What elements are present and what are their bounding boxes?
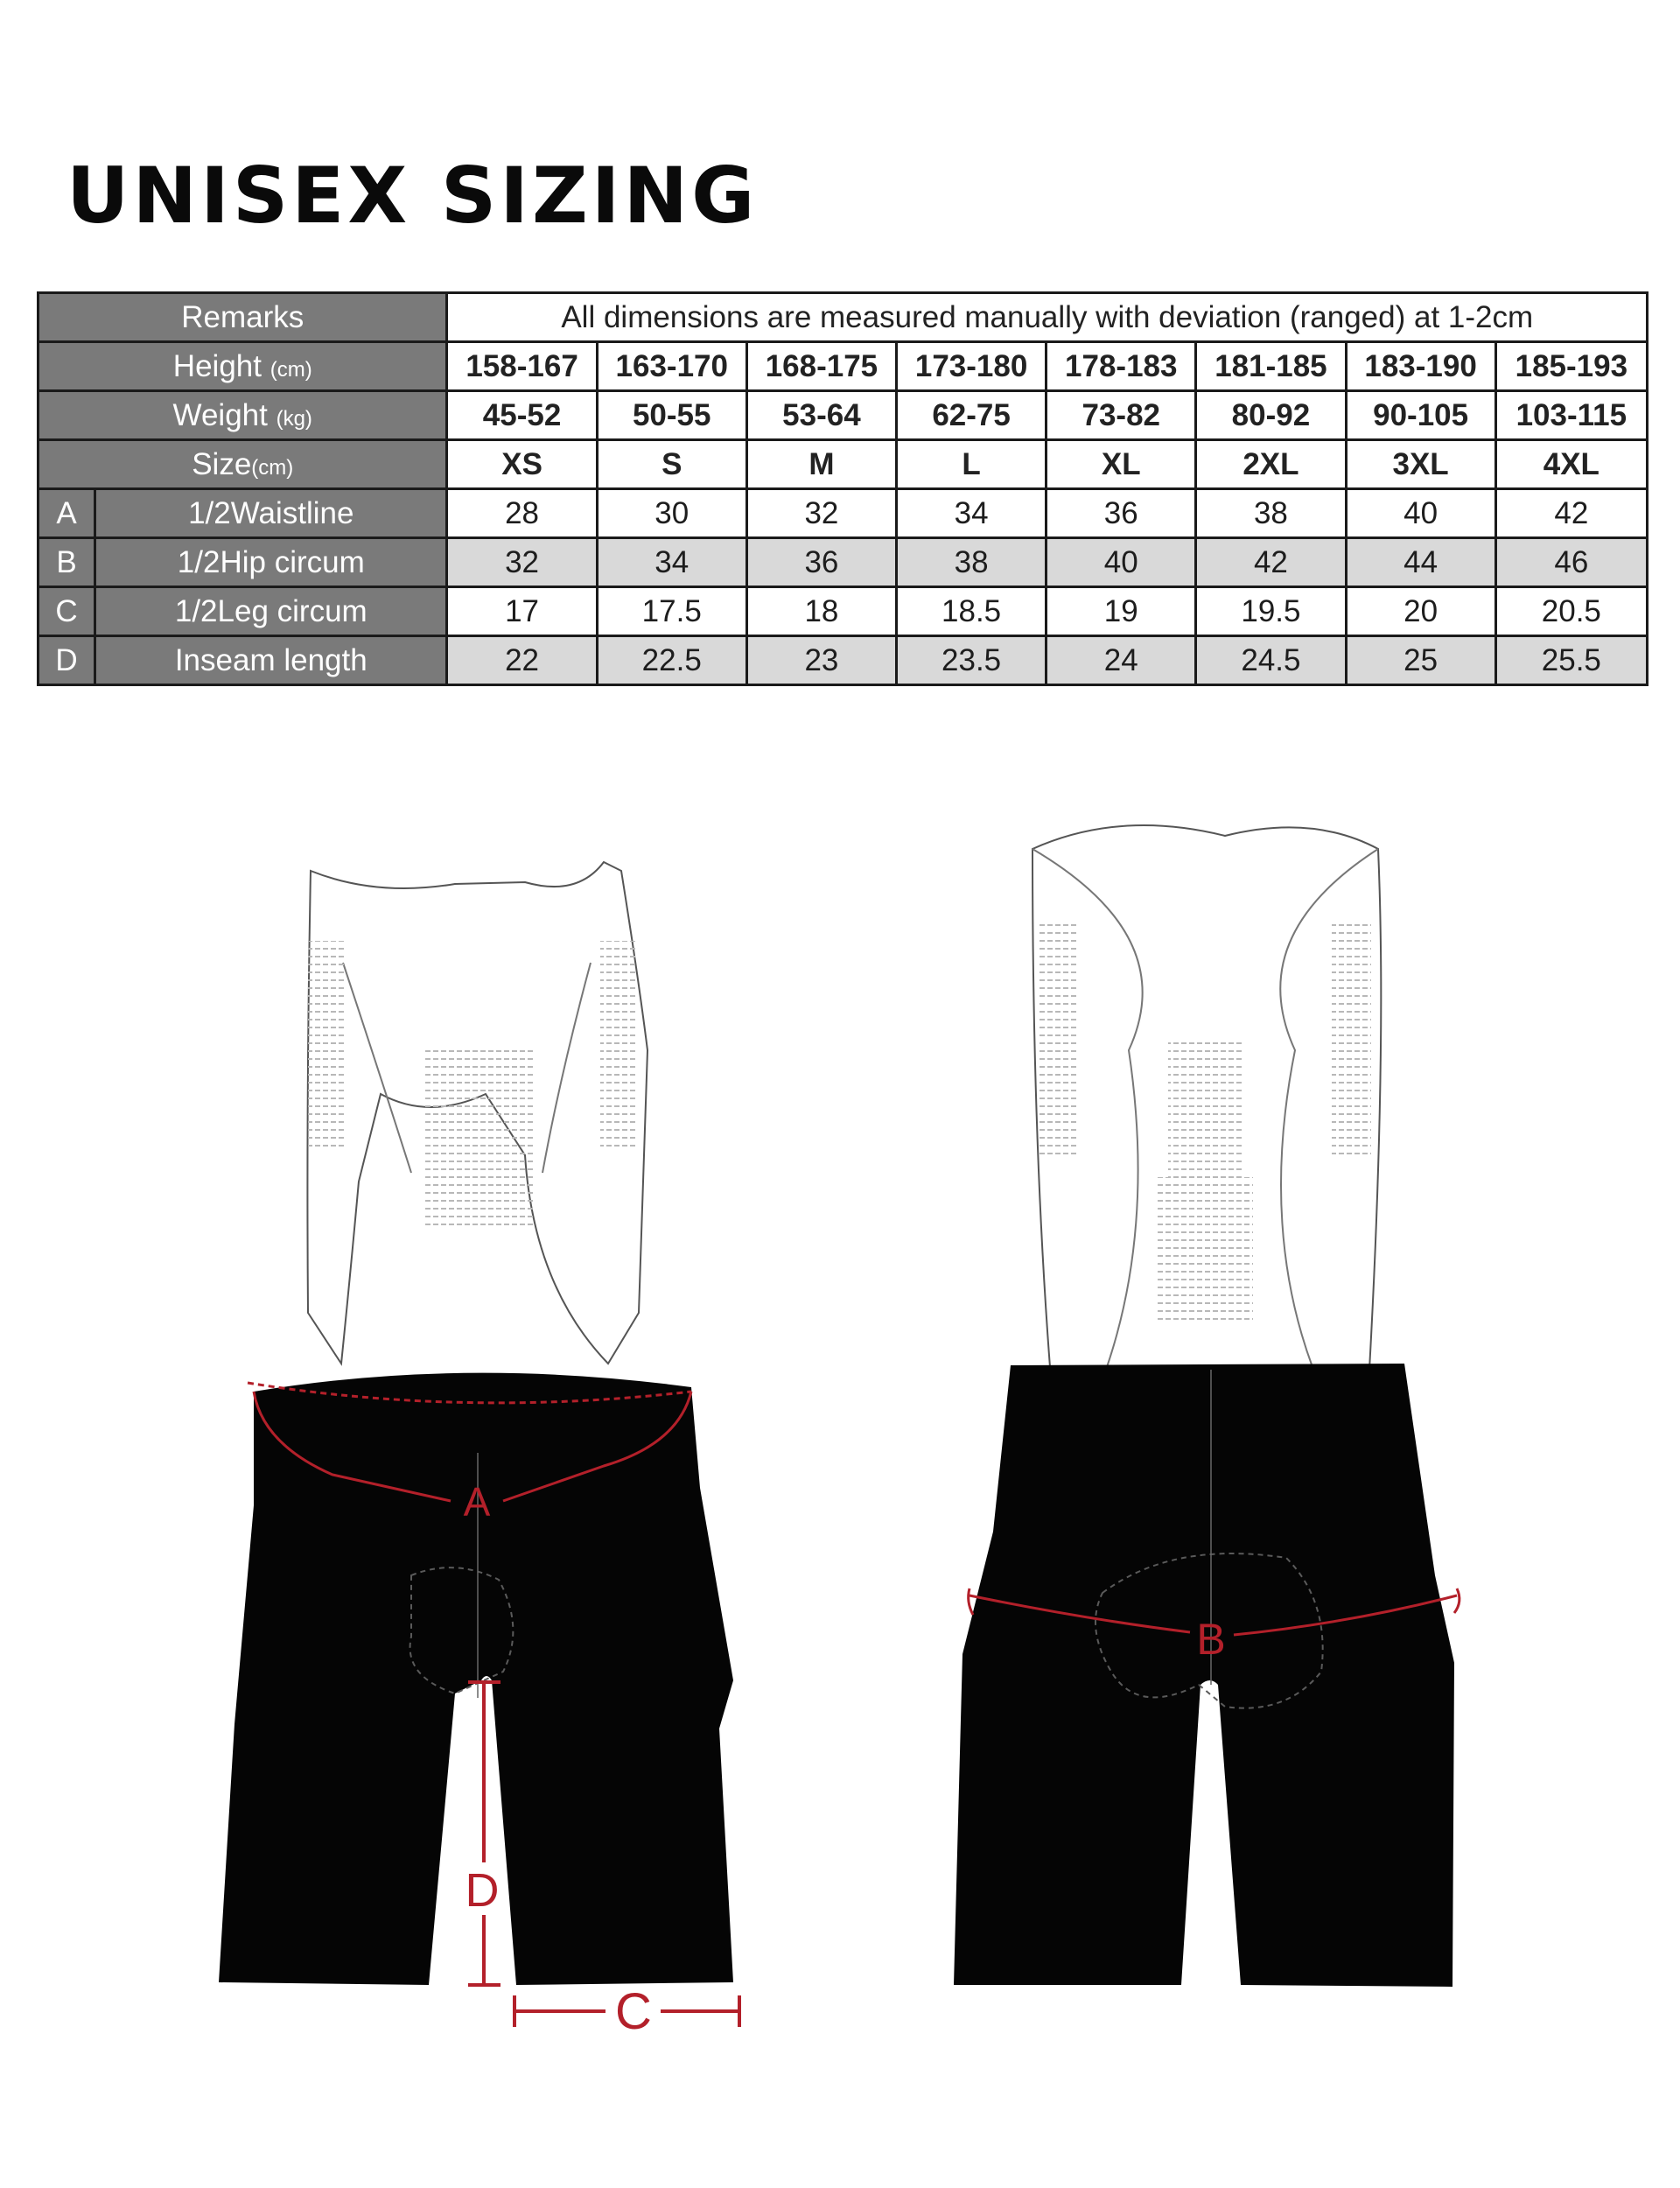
weight-range-cell: 62-75 bbox=[897, 391, 1046, 440]
measurement-value: 20 bbox=[1346, 587, 1495, 636]
height-range-cell: 168-175 bbox=[746, 342, 896, 391]
measurement-value: 25 bbox=[1346, 636, 1495, 685]
weight-row bbox=[38, 391, 1648, 440]
size-label bbox=[38, 440, 447, 489]
measurement-value: 32 bbox=[447, 538, 597, 587]
measurement-value: 17 bbox=[447, 587, 597, 636]
measurement-value: 23 bbox=[746, 636, 896, 685]
weight-unit: (kg) bbox=[276, 406, 312, 431]
height-range-cell: 158-167 bbox=[447, 342, 597, 391]
front-bib-straps bbox=[307, 862, 648, 1364]
height-row bbox=[38, 342, 1648, 391]
measurement-value: 40 bbox=[1046, 538, 1196, 587]
front-shorts-body bbox=[219, 1373, 739, 2040]
weight-range-cell: 80-92 bbox=[1196, 391, 1346, 440]
size-label-text: Size bbox=[192, 446, 252, 481]
measurement-value: 38 bbox=[1196, 489, 1346, 538]
measurement-letter: B bbox=[38, 538, 95, 587]
page-title: UNISEX SIZING bbox=[66, 151, 759, 241]
measurement-value: 19.5 bbox=[1196, 587, 1346, 636]
measurement-value: 44 bbox=[1346, 538, 1495, 587]
measurement-value: 23.5 bbox=[897, 636, 1046, 685]
size-cell: XS bbox=[447, 440, 597, 489]
size-cell: 4XL bbox=[1495, 440, 1647, 489]
weight-label-text: Weight bbox=[172, 397, 268, 432]
measurement-name: 1/2Hip circum bbox=[95, 538, 447, 587]
measurement-value: 34 bbox=[597, 538, 746, 587]
size-cell: L bbox=[897, 440, 1046, 489]
measurement-value: 17.5 bbox=[597, 587, 746, 636]
size-chart-table bbox=[37, 291, 1648, 686]
weight-range-cell: 73-82 bbox=[1046, 391, 1196, 440]
measurement-value: 46 bbox=[1495, 538, 1647, 587]
measurement-value: 20.5 bbox=[1495, 587, 1647, 636]
size-row bbox=[38, 440, 1648, 489]
height-unit: (cm) bbox=[270, 357, 312, 382]
remarks-row bbox=[38, 293, 1648, 342]
back-bib-panel bbox=[1032, 825, 1381, 1370]
remarks-text: All dimensions are measured manually with deviation (ranged) at 1-2cm bbox=[447, 293, 1648, 342]
marker-d: D bbox=[465, 1864, 500, 1917]
size-cell: 3XL bbox=[1346, 440, 1495, 489]
measurement-value: 42 bbox=[1495, 489, 1647, 538]
measurement-value: 24.5 bbox=[1196, 636, 1346, 685]
measurement-row bbox=[38, 587, 1648, 636]
weight-range-cell: 90-105 bbox=[1346, 391, 1495, 440]
measurement-row bbox=[38, 489, 1648, 538]
measurement-value: 30 bbox=[597, 489, 746, 538]
marker-a: A bbox=[463, 1479, 491, 1525]
measurement-value: 38 bbox=[897, 538, 1046, 587]
measurement-value: 22.5 bbox=[597, 636, 746, 685]
measurement-value: 19 bbox=[1046, 587, 1196, 636]
measurement-letter: C bbox=[38, 587, 95, 636]
marker-b: B bbox=[1196, 1615, 1226, 1664]
measurement-value: 40 bbox=[1346, 489, 1495, 538]
measurement-row bbox=[38, 636, 1648, 685]
marker-c: C bbox=[615, 1983, 652, 2040]
measurement-value: 28 bbox=[447, 489, 597, 538]
back-view-drawing bbox=[954, 825, 1460, 1987]
measurement-value: 42 bbox=[1196, 538, 1346, 587]
height-range-cell: 181-185 bbox=[1196, 342, 1346, 391]
height-range-cell: 163-170 bbox=[597, 342, 746, 391]
measurement-name: 1/2Leg circum bbox=[95, 587, 447, 636]
size-cell: XL bbox=[1046, 440, 1196, 489]
weight-range-cell: 45-52 bbox=[447, 391, 597, 440]
size-cell: 2XL bbox=[1196, 440, 1346, 489]
measurement-value: 24 bbox=[1046, 636, 1196, 685]
height-range-cell: 183-190 bbox=[1346, 342, 1495, 391]
measurement-value: 25.5 bbox=[1495, 636, 1647, 685]
size-unit: (cm) bbox=[251, 455, 294, 480]
measurement-name: 1/2Waistline bbox=[95, 489, 447, 538]
front-view-drawing bbox=[219, 862, 739, 2040]
size-cell: S bbox=[597, 440, 746, 489]
back-shorts-body bbox=[954, 1364, 1460, 1987]
measurement-letter: A bbox=[38, 489, 95, 538]
height-label-text: Height bbox=[172, 348, 262, 383]
measurement-value: 22 bbox=[447, 636, 597, 685]
bib-shorts-diagram bbox=[0, 788, 1680, 2188]
height-range-cell: 185-193 bbox=[1495, 342, 1647, 391]
measurement-value: 32 bbox=[746, 489, 896, 538]
weight-range-cell: 53-64 bbox=[746, 391, 896, 440]
weight-range-cell: 103-115 bbox=[1495, 391, 1647, 440]
height-range-cell: 178-183 bbox=[1046, 342, 1196, 391]
measurement-letter: D bbox=[38, 636, 95, 685]
weight-range-cell: 50-55 bbox=[597, 391, 746, 440]
measurement-value: 36 bbox=[1046, 489, 1196, 538]
height-range-cell: 173-180 bbox=[897, 342, 1046, 391]
height-label bbox=[38, 342, 447, 391]
measurement-value: 18 bbox=[746, 587, 896, 636]
remarks-label: Remarks bbox=[38, 293, 447, 342]
measurement-value: 18.5 bbox=[897, 587, 1046, 636]
measurement-name: Inseam length bbox=[95, 636, 447, 685]
weight-label bbox=[38, 391, 447, 440]
measurement-row bbox=[38, 538, 1648, 587]
measurement-value: 34 bbox=[897, 489, 1046, 538]
measurement-value: 36 bbox=[746, 538, 896, 587]
size-cell: M bbox=[746, 440, 896, 489]
